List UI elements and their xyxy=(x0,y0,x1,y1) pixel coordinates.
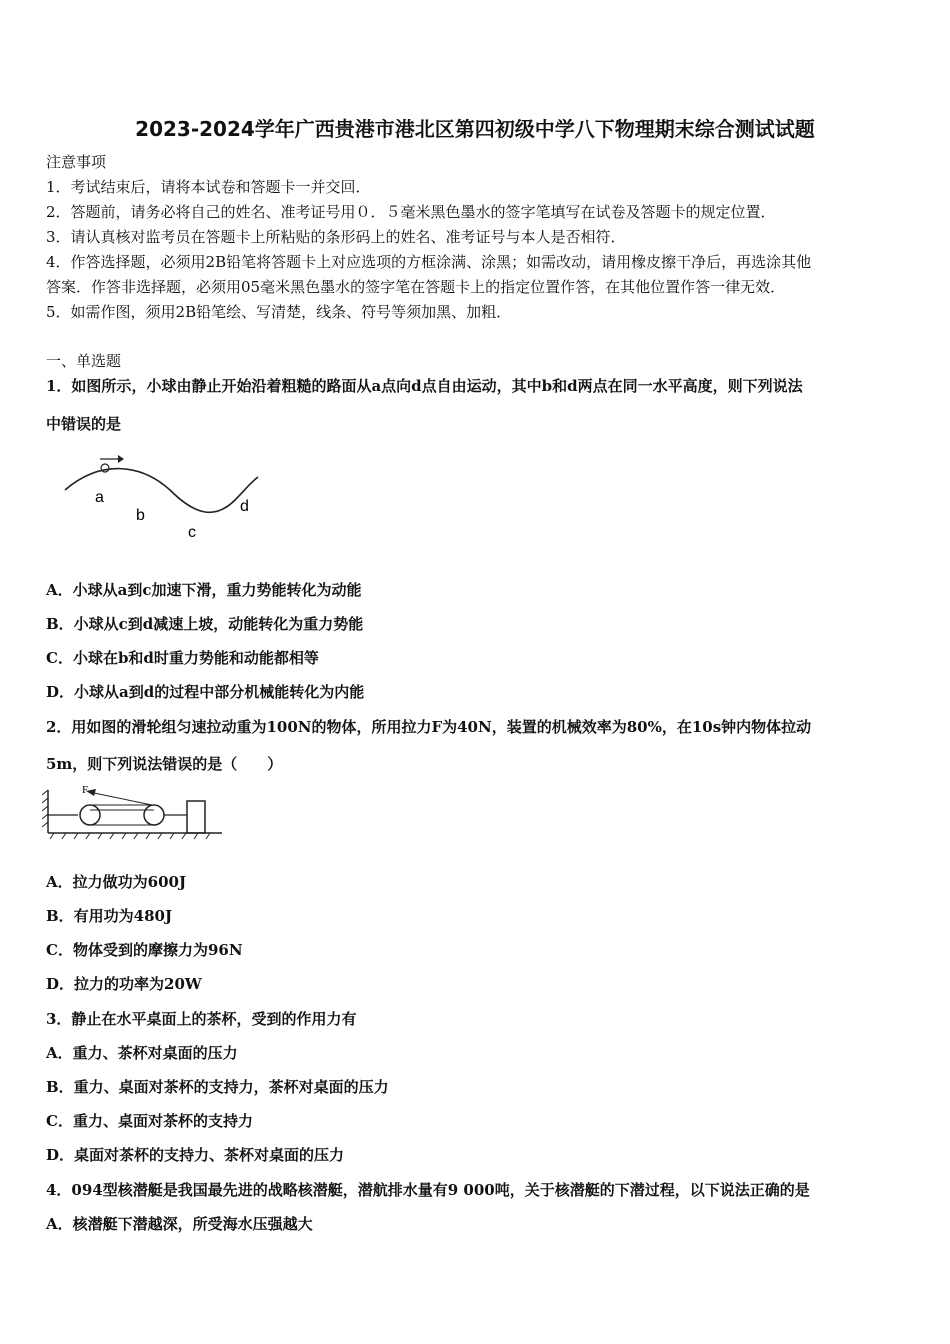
q1-option: B．小球从c到d减速上坡，动能转化为重力势能 xyxy=(46,615,364,633)
q1-stem: 1．如图所示，小球由静止开始沿着粗糙的路面从a点向d点自由运动，其中b和d两点在同一水平高度，则下列说法 xyxy=(46,377,803,395)
q2-figure xyxy=(42,785,227,843)
label-d: d xyxy=(240,498,249,515)
notice-item: 3．请认真核对监考员在答题卡上所粘贴的条形码上的姓名、准考证号与本人是否相符． xyxy=(46,228,626,246)
notice-item: 1．考试结束后，请将本试卷和答题卡一并交回． xyxy=(46,178,371,196)
q2-option: A．拉力做功为600J xyxy=(46,873,187,891)
notice-item: 2．答题前，请务必将自己的姓名、准考证号用０．５毫米黑色墨水的签字笔填写在试卷及答题卡的规定位置． xyxy=(46,203,776,221)
ball-icon xyxy=(101,464,109,472)
q1-option: D．小球从a到d的过程中部分机械能转化为内能 xyxy=(46,683,365,701)
q3-option: D．桌面对茶杯的支持力、茶杯对桌面的压力 xyxy=(46,1146,345,1164)
q2-option: C．物体受到的摩擦力为96N xyxy=(46,941,243,959)
q3-stem: 3．静止在水平桌面上的茶杯，受到的作用力有 xyxy=(46,1010,357,1028)
q1-figure xyxy=(60,445,280,545)
q2-stem-cont: 5m，则下列说法错误的是（ ） xyxy=(46,755,283,773)
label-a: a xyxy=(95,489,104,506)
notice-item: 4．作答选择题，必须用2B铅笔将答题卡上对应选项的方框涂满、涂黑；如需改动，请用橡皮擦干净后，再选涂其他 xyxy=(46,253,812,271)
label-b: b xyxy=(136,507,145,524)
fixed-pulley xyxy=(80,805,100,825)
block-object xyxy=(187,801,205,833)
q1-option: C．小球在b和d时重力势能和动能都相等 xyxy=(46,649,319,667)
q1-stem-cont: 中错误的是 xyxy=(46,415,122,433)
notice-item: 5．如需作图，须用2B铅笔绘、写清楚，线条、符号等须加黑、加粗． xyxy=(46,303,512,321)
force-label: F xyxy=(82,785,89,796)
q2-option: B．有用功为480J xyxy=(46,907,173,925)
rough-road-curve xyxy=(65,469,258,513)
page-title: 2023-2024学年广西贵港市港北区第四初级中学八下物理期末综合测试试题 xyxy=(135,117,815,141)
q4-option: A．核潜艇下潜越深，所受海水压强越大 xyxy=(46,1215,313,1233)
label-c: c xyxy=(188,524,196,541)
q1-option: A．小球从a到c加速下滑，重力势能转化为动能 xyxy=(46,581,362,599)
q3-option: C．重力、桌面对茶杯的支持力 xyxy=(46,1112,253,1130)
q3-option: A．重力、茶杯对桌面的压力 xyxy=(46,1044,238,1062)
q2-stem: 2．用如图的滑轮组匀速拉动重为100N的物体，所用拉力F为40N，装置的机械效率为80%，在10s钟内物体拉动 xyxy=(46,718,812,736)
q3-option: B．重力、桌面对茶杯的支持力，茶杯对桌面的压力 xyxy=(46,1078,389,1096)
q2-option: D．拉力的功率为20W xyxy=(46,975,202,993)
notice-heading: 注意事项 xyxy=(46,153,107,171)
arrow-icon xyxy=(118,455,124,463)
notice-item: 答案．作答非选择题，必须用05毫米黑色墨水的签字笔在答题卡上的指定位置作答，在其他位置作答一律无效． xyxy=(46,278,786,296)
moving-pulley xyxy=(144,805,164,825)
section-heading: 一、单选题 xyxy=(46,352,122,370)
q4-stem: 4．094型核潜艇是我国最先进的战略核潜艇，潜航排水量有9 000吨，关于核潜艇的下潜过程，以下说法正确的是 xyxy=(46,1181,810,1199)
